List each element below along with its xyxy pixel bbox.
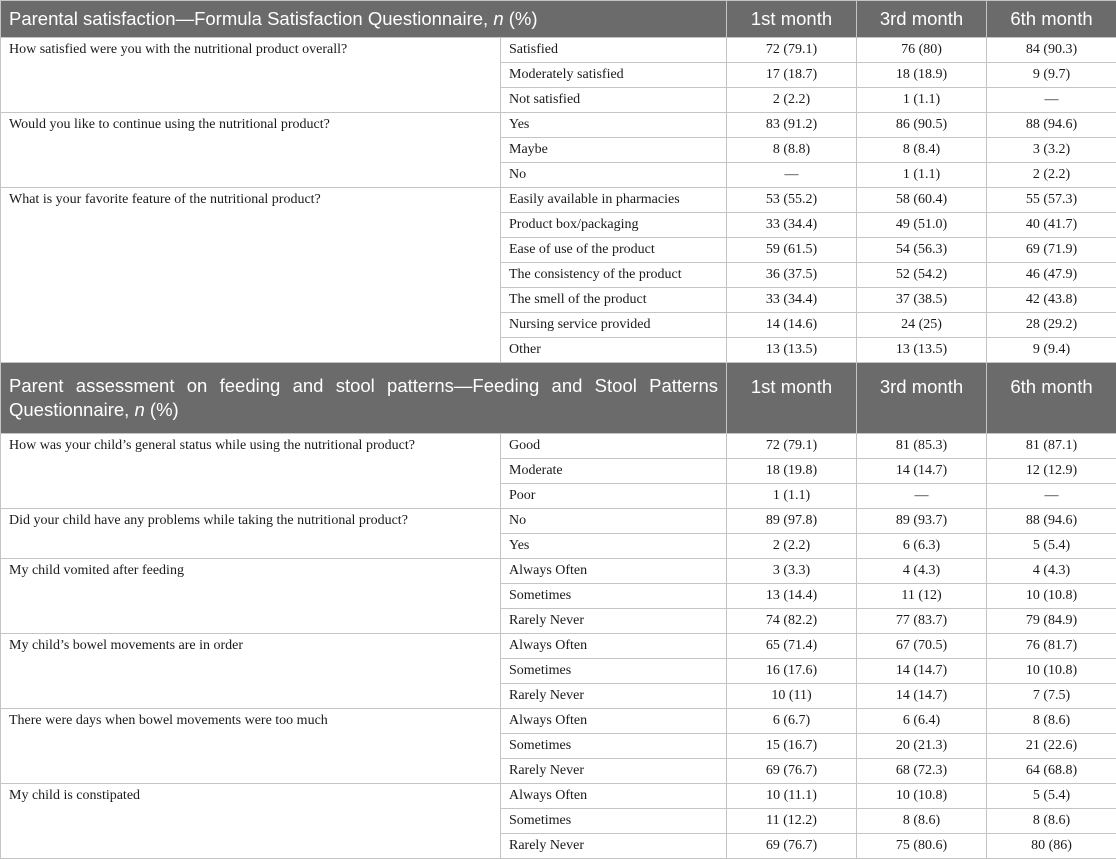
value-cell-m3: 52 (54.2) — [857, 263, 987, 288]
answer-cell: Yes — [501, 113, 727, 138]
value-cell-m1: 11 (12.2) — [727, 809, 857, 834]
value-cell-m6: 64 (68.8) — [987, 759, 1116, 784]
answer-cell: Sometimes — [501, 809, 727, 834]
value-cell-m6: 2 (2.2) — [987, 163, 1116, 188]
value-cell-m6: 55 (57.3) — [987, 188, 1116, 213]
value-cell-m3: 20 (21.3) — [857, 734, 987, 759]
answer-cell: Always Often — [501, 709, 727, 734]
month-header: 1st month — [727, 363, 857, 434]
value-cell-m1: 65 (71.4) — [727, 634, 857, 659]
value-cell-m1: 2 (2.2) — [727, 534, 857, 559]
answer-cell: Nursing service provided — [501, 313, 727, 338]
answer-cell: Easily available in pharmacies — [501, 188, 727, 213]
value-cell-m6: 5 (5.4) — [987, 784, 1116, 809]
question-cell: My child vomited after feeding — [1, 559, 501, 634]
value-cell-m3: 67 (70.5) — [857, 634, 987, 659]
value-cell-m6: 88 (94.6) — [987, 509, 1116, 534]
value-cell-m1: 16 (17.6) — [727, 659, 857, 684]
table-row — [1, 434, 1116, 459]
value-cell-m6: 7 (7.5) — [987, 684, 1116, 709]
answer-cell: Other — [501, 338, 727, 363]
value-cell-m6: 79 (84.9) — [987, 609, 1116, 634]
question-cell: How was your child’s general status while using the nutritional product? — [1, 434, 501, 509]
value-cell-m1: 72 (79.1) — [727, 38, 857, 63]
answer-cell: Moderately satisfied — [501, 63, 727, 88]
section-title-suffix: (%) — [504, 8, 538, 29]
value-cell-m3: 77 (83.7) — [857, 609, 987, 634]
value-cell-m6: 28 (29.2) — [987, 313, 1116, 338]
value-cell-m1: 2 (2.2) — [727, 88, 857, 113]
value-cell-m3: 75 (80.6) — [857, 834, 987, 859]
answer-cell: Rarely Never — [501, 609, 727, 634]
value-cell-m6: 84 (90.3) — [987, 38, 1116, 63]
section-title-suffix: (%) — [145, 399, 179, 420]
value-cell-m6: 3 (3.2) — [987, 138, 1116, 163]
value-cell-m1: 72 (79.1) — [727, 434, 857, 459]
value-cell-m6: 12 (12.9) — [987, 459, 1116, 484]
value-cell-m6: 21 (22.6) — [987, 734, 1116, 759]
table-body — [1, 1, 1116, 859]
answer-cell: Sometimes — [501, 659, 727, 684]
answer-cell: Maybe — [501, 138, 727, 163]
question-cell: There were days when bowel movements were too much — [1, 709, 501, 784]
value-cell-m1: 69 (76.7) — [727, 834, 857, 859]
section-title-n: n — [134, 399, 144, 420]
value-cell-m6: 10 (10.8) — [987, 584, 1116, 609]
value-cell-m3: 58 (60.4) — [857, 188, 987, 213]
value-cell-m1: 3 (3.3) — [727, 559, 857, 584]
value-cell-m6: 46 (47.9) — [987, 263, 1116, 288]
section-title-text: Parental satisfaction—Formula Satisfaction Questionnaire, — [9, 8, 493, 29]
section-header — [1, 1, 1116, 38]
section-header — [1, 363, 1116, 434]
value-cell-m6: 4 (4.3) — [987, 559, 1116, 584]
value-cell-m3: 13 (13.5) — [857, 338, 987, 363]
table-row — [1, 38, 1116, 63]
table-row — [1, 509, 1116, 534]
question-cell: What is your favorite feature of the nutritional product? — [1, 188, 501, 363]
answer-cell: Yes — [501, 534, 727, 559]
table-row — [1, 113, 1116, 138]
value-cell-m3: 14 (14.7) — [857, 659, 987, 684]
answer-cell: Rarely Never — [501, 684, 727, 709]
value-cell-m6: 8 (8.6) — [987, 809, 1116, 834]
value-cell-m3: 81 (85.3) — [857, 434, 987, 459]
month-header: 3rd month — [857, 1, 987, 38]
section-title — [1, 363, 727, 434]
value-cell-m1: 33 (34.4) — [727, 288, 857, 313]
value-cell-m1: 89 (97.8) — [727, 509, 857, 534]
value-cell-m6: 9 (9.4) — [987, 338, 1116, 363]
value-cell-m6: 40 (41.7) — [987, 213, 1116, 238]
question-cell: How satisfied were you with the nutritional product overall? — [1, 38, 501, 113]
answer-cell: Good — [501, 434, 727, 459]
question-cell: Would you like to continue using the nutritional product? — [1, 113, 501, 188]
month-header: 3rd month — [857, 363, 987, 434]
value-cell-m1: 17 (18.7) — [727, 63, 857, 88]
value-cell-m6: 8 (8.6) — [987, 709, 1116, 734]
value-cell-m1: 13 (13.5) — [727, 338, 857, 363]
month-header: 6th month — [987, 363, 1116, 434]
value-cell-m1: 10 (11) — [727, 684, 857, 709]
answer-cell: Moderate — [501, 459, 727, 484]
value-cell-m3: 89 (93.7) — [857, 509, 987, 534]
value-cell-m6: 10 (10.8) — [987, 659, 1116, 684]
answer-cell: Ease of use of the product — [501, 238, 727, 263]
value-cell-m6: — — [987, 88, 1116, 113]
value-cell-m3: 4 (4.3) — [857, 559, 987, 584]
question-cell: My child’s bowel movements are in order — [1, 634, 501, 709]
answer-cell: Always Often — [501, 634, 727, 659]
answer-cell: Product box/packaging — [501, 213, 727, 238]
table-row — [1, 188, 1116, 213]
value-cell-m6: — — [987, 484, 1116, 509]
value-cell-m1: 53 (55.2) — [727, 188, 857, 213]
value-cell-m3: 76 (80) — [857, 38, 987, 63]
value-cell-m1: — — [727, 163, 857, 188]
value-cell-m3: 1 (1.1) — [857, 88, 987, 113]
month-header: 6th month — [987, 1, 1116, 38]
value-cell-m3: 68 (72.3) — [857, 759, 987, 784]
answer-cell: Rarely Never — [501, 759, 727, 784]
value-cell-m3: 1 (1.1) — [857, 163, 987, 188]
value-cell-m1: 15 (16.7) — [727, 734, 857, 759]
answer-cell: Not satisfied — [501, 88, 727, 113]
value-cell-m3: 11 (12) — [857, 584, 987, 609]
value-cell-m1: 8 (8.8) — [727, 138, 857, 163]
answer-cell: Satisfied — [501, 38, 727, 63]
value-cell-m3: 14 (14.7) — [857, 459, 987, 484]
section-title — [1, 1, 727, 38]
table-row — [1, 634, 1116, 659]
answer-cell: Sometimes — [501, 734, 727, 759]
section-title-n: n — [493, 8, 503, 29]
answer-cell: Sometimes — [501, 584, 727, 609]
value-cell-m6: 9 (9.7) — [987, 63, 1116, 88]
value-cell-m1: 10 (11.1) — [727, 784, 857, 809]
value-cell-m3: 6 (6.4) — [857, 709, 987, 734]
value-cell-m1: 74 (82.2) — [727, 609, 857, 634]
value-cell-m3: 37 (38.5) — [857, 288, 987, 313]
answer-cell: Always Often — [501, 559, 727, 584]
section-title-text: Parent assessment on feeding and stool patterns—Feeding and Stool Patterns Questionnaire, — [9, 375, 718, 420]
value-cell-m1: 18 (19.8) — [727, 459, 857, 484]
value-cell-m1: 83 (91.2) — [727, 113, 857, 138]
value-cell-m3: 14 (14.7) — [857, 684, 987, 709]
value-cell-m3: 54 (56.3) — [857, 238, 987, 263]
value-cell-m6: 76 (81.7) — [987, 634, 1116, 659]
answer-cell: No — [501, 509, 727, 534]
value-cell-m1: 59 (61.5) — [727, 238, 857, 263]
value-cell-m1: 1 (1.1) — [727, 484, 857, 509]
question-cell: My child is constipated — [1, 784, 501, 859]
value-cell-m1: 6 (6.7) — [727, 709, 857, 734]
answer-cell: No — [501, 163, 727, 188]
question-cell: Did your child have any problems while taking the nutritional product? — [1, 509, 501, 559]
value-cell-m6: 69 (71.9) — [987, 238, 1116, 263]
table-row — [1, 709, 1116, 734]
value-cell-m3: 8 (8.6) — [857, 809, 987, 834]
answer-cell: Poor — [501, 484, 727, 509]
value-cell-m6: 42 (43.8) — [987, 288, 1116, 313]
value-cell-m3: 8 (8.4) — [857, 138, 987, 163]
table-row — [1, 559, 1116, 584]
value-cell-m3: 24 (25) — [857, 313, 987, 338]
value-cell-m3: 18 (18.9) — [857, 63, 987, 88]
month-header: 1st month — [727, 1, 857, 38]
value-cell-m1: 33 (34.4) — [727, 213, 857, 238]
answer-cell: The smell of the product — [501, 288, 727, 313]
answer-cell: Rarely Never — [501, 834, 727, 859]
value-cell-m6: 80 (86) — [987, 834, 1116, 859]
value-cell-m1: 69 (76.7) — [727, 759, 857, 784]
answer-cell: The consistency of the product — [501, 263, 727, 288]
value-cell-m3: 6 (6.3) — [857, 534, 987, 559]
value-cell-m6: 88 (94.6) — [987, 113, 1116, 138]
value-cell-m1: 13 (14.4) — [727, 584, 857, 609]
value-cell-m1: 14 (14.6) — [727, 313, 857, 338]
value-cell-m3: 10 (10.8) — [857, 784, 987, 809]
table-row — [1, 784, 1116, 809]
value-cell-m6: 5 (5.4) — [987, 534, 1116, 559]
value-cell-m3: 86 (90.5) — [857, 113, 987, 138]
value-cell-m3: 49 (51.0) — [857, 213, 987, 238]
value-cell-m6: 81 (87.1) — [987, 434, 1116, 459]
value-cell-m3: — — [857, 484, 987, 509]
value-cell-m1: 36 (37.5) — [727, 263, 857, 288]
answer-cell: Always Often — [501, 784, 727, 809]
